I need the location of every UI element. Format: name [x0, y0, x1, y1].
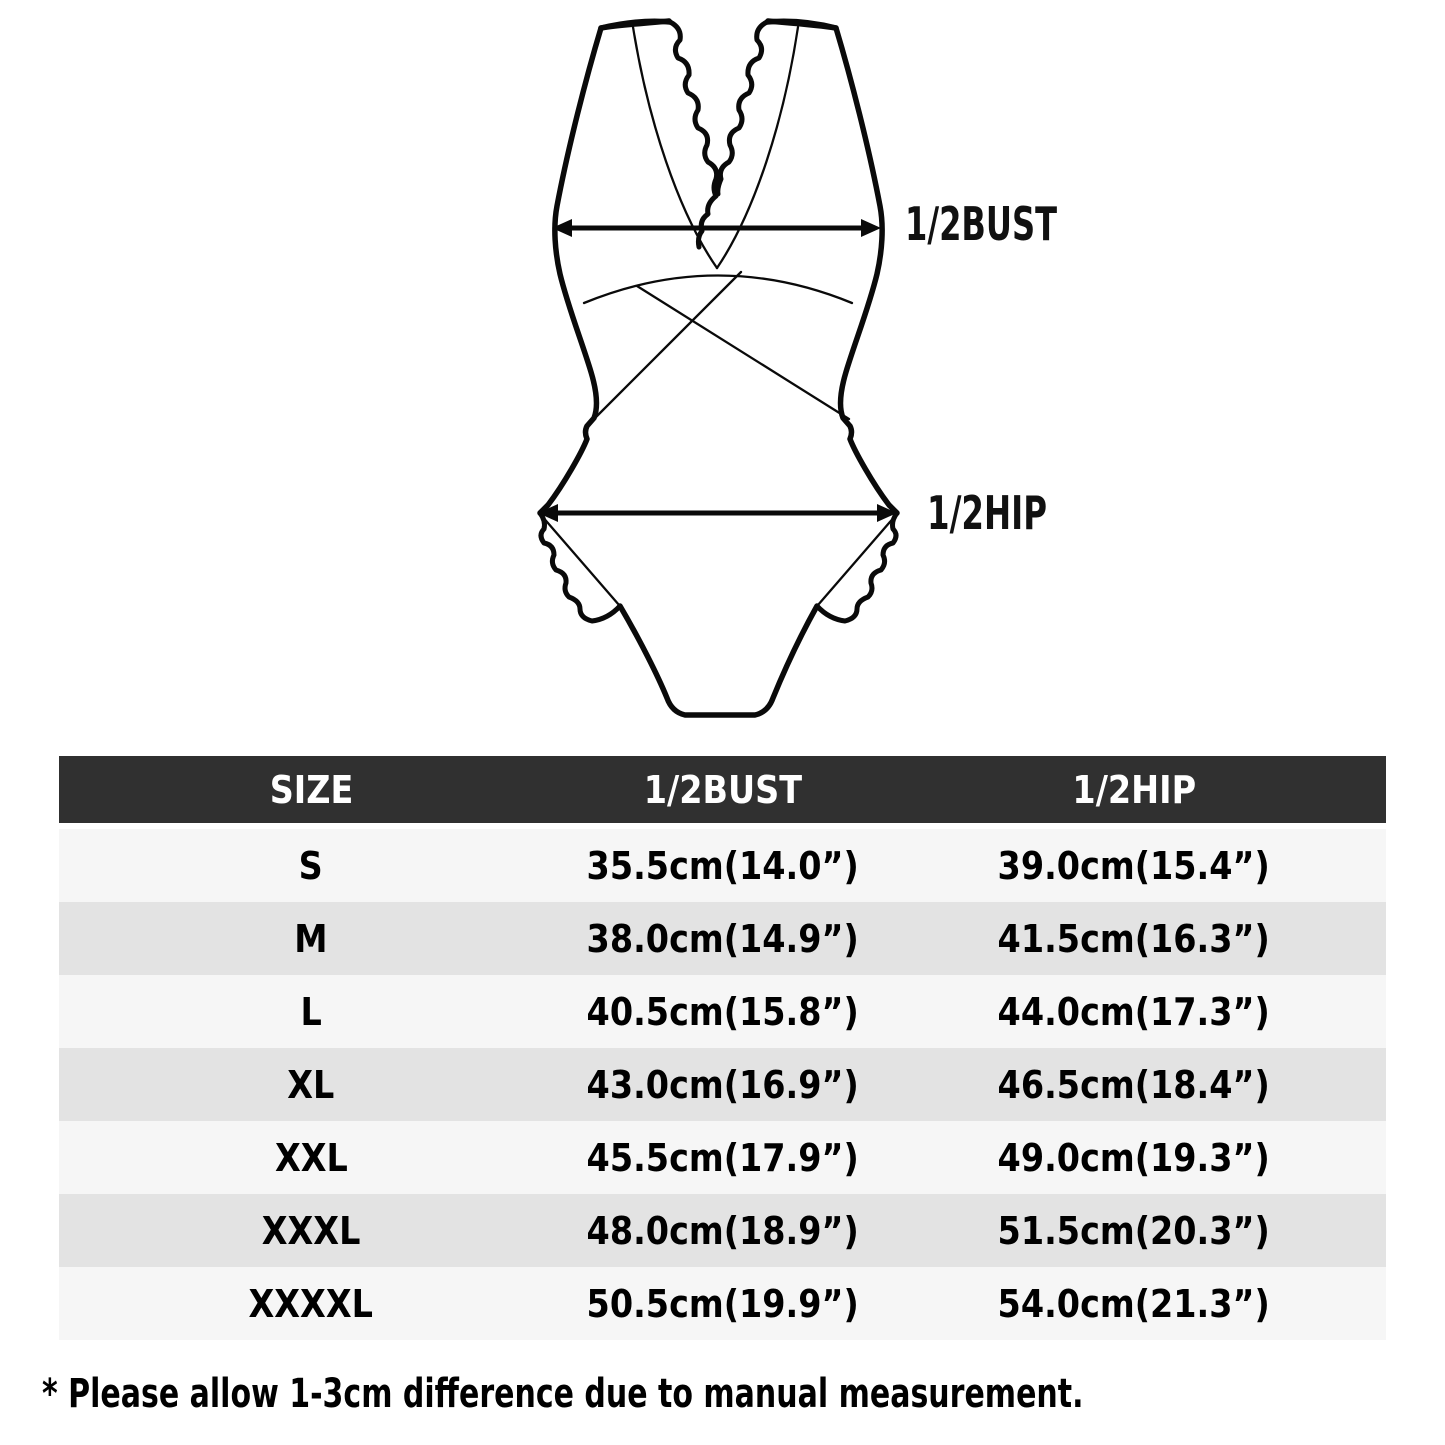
measurement-note: [42, 1371, 1431, 1417]
col-header-size: [59, 756, 563, 823]
cell-bust: 40.5cm(15.8”): [586, 989, 859, 1034]
underbust-seam: [584, 276, 852, 304]
cell-bust: 43.0cm(16.9”): [586, 1062, 859, 1107]
cell-hip: 41.5cm(16.3”): [997, 916, 1270, 961]
bust-measure-label: 1/2BUST: [905, 197, 1058, 251]
table-header-row: [59, 756, 1386, 829]
cell-bust: 45.5cm(17.9”): [586, 1135, 859, 1180]
suit-left-outline: [540, 21, 669, 513]
cell-size: M: [294, 916, 328, 961]
table-row-s: [59, 829, 1386, 902]
col-header-bust: [563, 756, 881, 823]
neck-scallop-right: [718, 22, 767, 194]
strap-top-left: [601, 21, 670, 28]
cell-hip: 39.0cm(15.4”): [997, 843, 1270, 888]
cell-hip: 44.0cm(17.3”): [997, 989, 1270, 1034]
cell-size: XXXXL: [248, 1281, 374, 1326]
cell-hip: 54.0cm(21.3”): [997, 1281, 1270, 1326]
hip-arrow: [538, 504, 897, 522]
measurement-note-text: * Please allow 1-3cm difference due to manual measurement.: [42, 1371, 1084, 1417]
cell-size: L: [300, 989, 322, 1034]
neck-scallop-left: [670, 22, 717, 247]
cell-hip: 49.0cm(19.3”): [997, 1135, 1270, 1180]
table-row-xxxl: [59, 1194, 1386, 1267]
briefs-outline: [620, 606, 817, 715]
table-row-xl: [59, 1048, 1386, 1121]
cell-size: XXXL: [261, 1208, 361, 1253]
table-row-l: [59, 975, 1386, 1048]
col-header-size-label: SIZE: [269, 767, 353, 812]
cell-bust: 48.0cm(18.9”): [586, 1208, 859, 1253]
suit-right-outline: [768, 21, 897, 513]
cell-hip: 46.5cm(18.4”): [997, 1062, 1270, 1107]
cell-hip: 51.5cm(20.3”): [997, 1208, 1270, 1253]
col-header-hip: [882, 756, 1386, 823]
bust-arrow: [552, 219, 881, 237]
table-row-m: [59, 902, 1386, 975]
size-table: [59, 756, 1386, 1340]
cell-bust: 38.0cm(14.9”): [586, 916, 859, 961]
table-row-xxl: [59, 1121, 1386, 1194]
cell-bust: 35.5cm(14.0”): [586, 843, 859, 888]
col-header-bust-label: 1/2BUST: [643, 767, 802, 812]
strap-top-right: [767, 21, 836, 28]
cell-bust: 50.5cm(19.9”): [586, 1281, 859, 1326]
cell-size: XL: [287, 1062, 335, 1107]
hip-measure-label: 1/2HIP: [927, 486, 1047, 540]
table-row-xxxxl: [59, 1267, 1386, 1340]
wrap-seam-b: [594, 272, 741, 419]
cell-size: XXL: [274, 1135, 348, 1180]
wrap-seam-a: [637, 286, 849, 419]
col-header-hip-label: 1/2HIP: [1071, 767, 1196, 812]
cell-size: S: [299, 843, 324, 888]
